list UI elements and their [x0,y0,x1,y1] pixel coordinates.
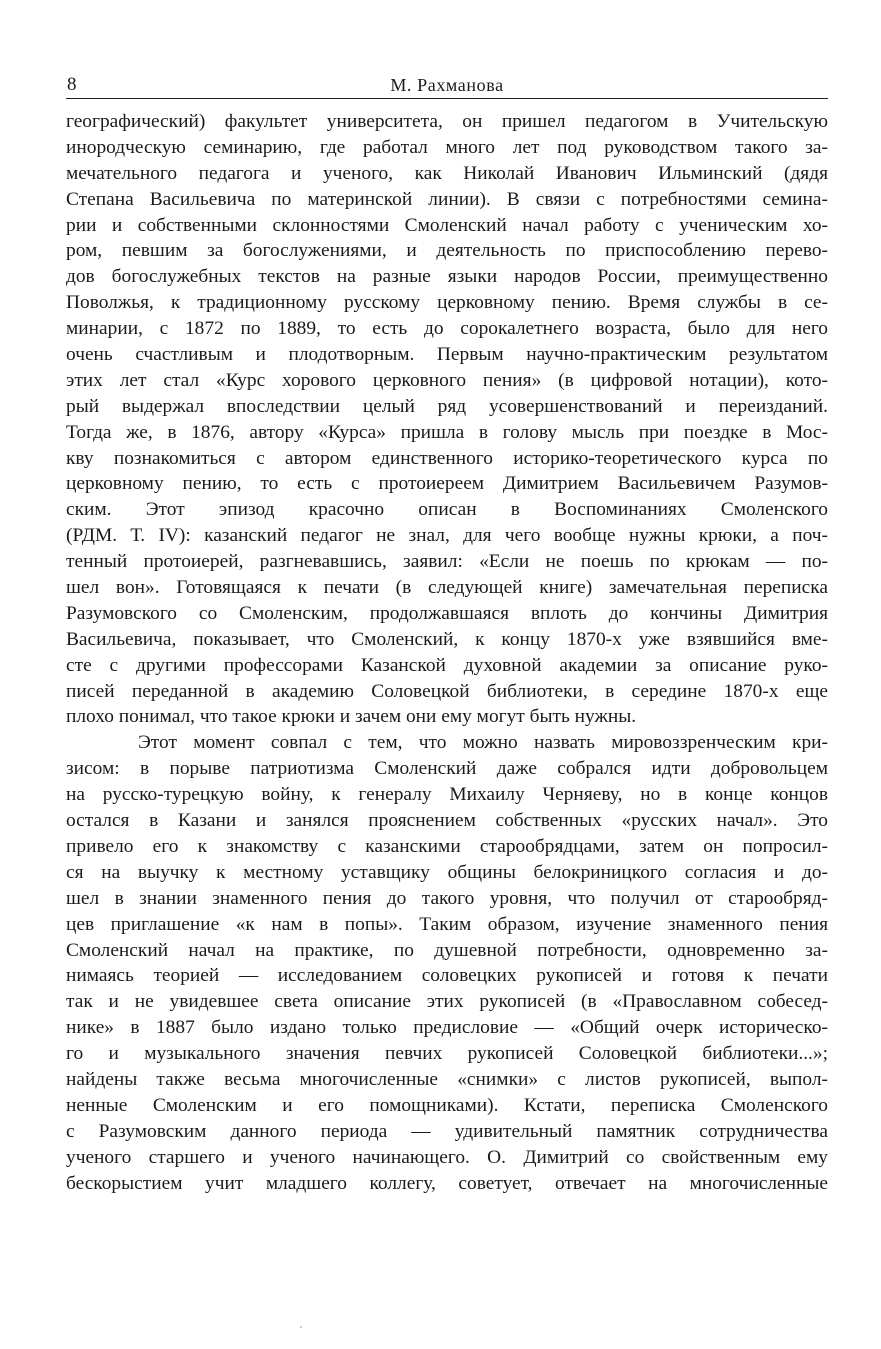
text-line: ром, певшим за богослужениями, и деятельность по приспособлению перево- [66,240,828,262]
page-header [66,72,828,99]
text-line: географический) факультет университета, он пришел педагогом в Учительскую [66,111,828,132]
text-line: шел вон». Готовящаяся к печати (в следующей книге) замечательная переписка [66,577,828,599]
text-line: этих лет стал «Курс хорового церковного пения» (в цифровой нотации), кото- [66,369,828,391]
text-line: плохо понимал, что такое крюки и зачем они ему могут быть нужны. [66,706,637,728]
text-line: шел в знании знаменного пения до такого уровня, что получил от старообряд- [66,887,828,909]
text-line: го и музыкального значения певчих рукописей Соловецкой библиотеки...»; [66,1043,828,1065]
text-line: бескорыстием учит младшего коллегу, советует, отвечает на многочисленные [66,1172,828,1194]
text-line: Разумовского со Смоленским, продолжавшаяся вплоть до кончины Димитрия [66,602,828,624]
text-line: нике» в 1887 было издано только предисловие — «Общий очерк историческо- [66,1017,828,1039]
text-line: ученого старшего и ученого начинающего. О. Димитрий со свойственным ему [66,1146,828,1168]
text-line: дов богослужебных текстов на разные языки народов России, преимущественно [66,266,828,288]
text-line: (РДМ. Т. IV): казанский педагог не знал, для чего вообще нужны крюки, а поч- [66,525,828,547]
paragraph-2 [66,730,828,1196]
running-head: М. Рахманова [390,75,504,95]
text-line: зисом: в порыве патриотизма Смоленский даже собрался идти добровольцем [66,758,828,780]
text-line: с Разумовским данного периода — удивительный памятник сотрудничества [66,1120,828,1142]
text-line: мечательного педагога и ученого, как Николай Иванович Ильминский (дядя [66,162,828,184]
text-line: Этот момент совпал с тем, что можно назвать мировоззренческим кри- [138,732,828,754]
text-line: инородческую семинарию, где работал много лет под руководством такого за- [66,136,828,158]
text-line: церковному пению, то есть с протоиереем Димитрием Васильевичем Разумов- [66,473,828,495]
text-line: Смоленский начал на практике, по душевной потребности, одновременно за- [66,939,828,961]
text-line: очень счастливым и плодотворным. Первым научно-практическим результатом [66,344,828,366]
text-line: писей переданной в академию Соловецкой библиотеки, в середине 1870-х еще [66,680,828,702]
text-line: нимаясь теорией — исследованием соловецких рукописей и готовя к печати [66,965,828,987]
text-line: на русско-турецкую войну, к генералу Михаилу Черняеву, но в конце концов [66,784,828,806]
text-line: Степана Васильевича по материнской линии). В связи с потребностями семина- [66,188,828,210]
text-line: Тогда же, в 1876, автору «Курса» пришла в голову мысль при поездке в Мос- [66,421,828,443]
text-line: тенный протоиерей, разгневавшись, заявил: «Если не поешь по крюкам — по- [66,551,828,573]
page-number: 8 [67,74,77,95]
text-line: сте с другими профессорами Казанской духовной академии за описание руко- [66,654,828,676]
text-line: рии и собственными склонностями Смоленский начал работу с ученическим хо- [66,214,828,236]
paper-speck [300,1326,302,1328]
text-line: рый выдержал впоследствии целый ряд усовершенствований и переизданий. [66,395,828,417]
paragraph-1 [66,109,828,730]
text-line: Поволжья, к традиционному русскому церковному пению. Время службы в се- [66,292,828,314]
text-line: минарии, с 1872 по 1889, то есть до сорокалетнего возраста, было для него [66,318,828,340]
text-line: кву познакомиться с автором единственного историко-теоретического курса по [66,447,828,469]
text-line: остался в Казани и занялся прояснением собственных «русских начал». Это [66,810,828,832]
text-line: ненные Смоленским и его помощниками). Кстати, переписка Смоленского [66,1094,828,1116]
text-line: так и не увидевшее света описание этих рукописей (в «Православном собесед- [66,991,828,1013]
text-line: ским. Этот эпизод красочно описан в Воспоминаниях Смоленского [66,499,828,521]
body-text [66,109,828,1196]
text-line: найдены также весьма многочисленные «снимки» с листов рукописей, выпол- [66,1068,828,1090]
text-line: ся на выучку к местному уставщику общины белокриницкого согласия и до- [66,861,828,883]
text-line: Васильевича, показывает, что Смоленский, к концу 1870-х уже взявшийся вме- [66,628,828,650]
text-line: привело его к знакомству с казанскими старообрядцами, затем он попросил- [66,835,828,857]
text-line: цев приглашение «к нам в попы». Таким образом, изучение знаменного пения [66,913,828,935]
